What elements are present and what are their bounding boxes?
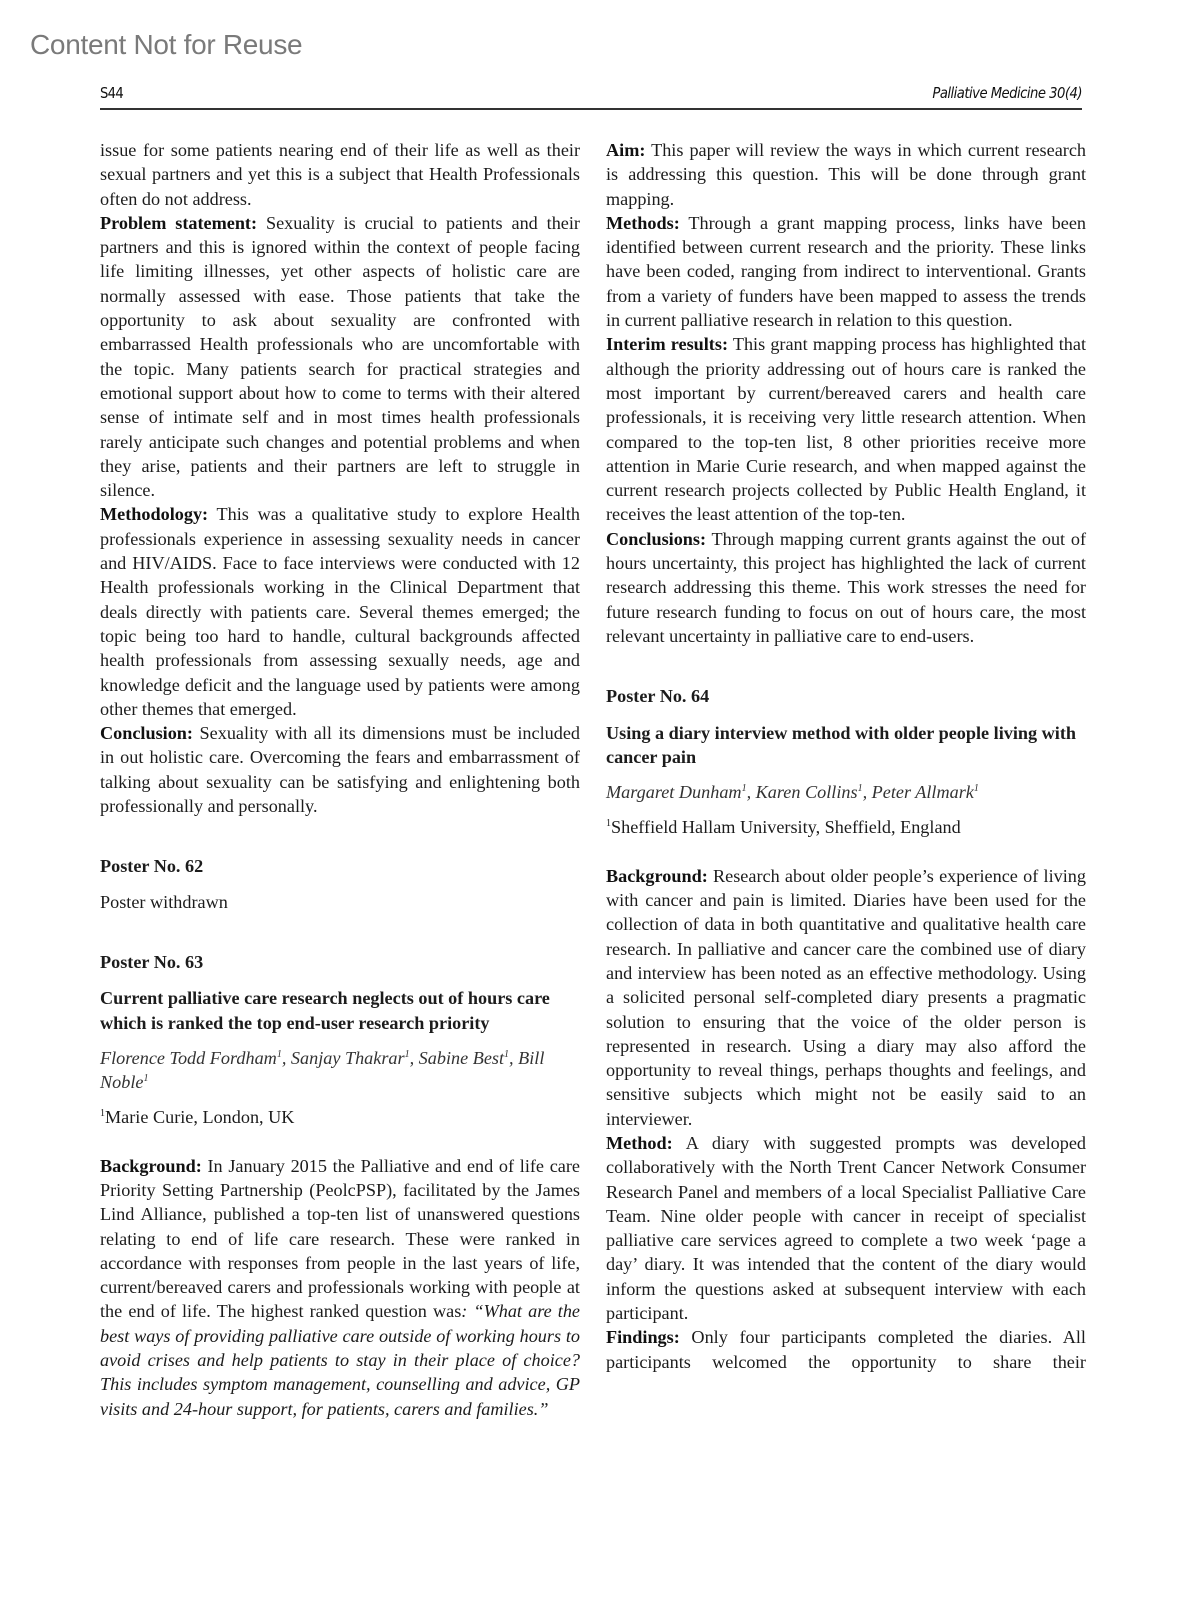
section-label: Background: [100, 1155, 202, 1176]
poster-62-number: Poster No. 62 [100, 856, 204, 877]
section-text: Sexuality with all its dimensions must be included in out holistic care. Overcoming the fears and embarrassment of talking about sexuality can be satisfying and enlightening both professionally and personally. [100, 723, 580, 817]
author: Peter Allmark [871, 782, 974, 803]
poster-64-background [606, 864, 1086, 1131]
affiliation-marker: 1 [276, 1048, 282, 1060]
poster-63-background [100, 1154, 580, 1421]
colon: : [461, 1301, 468, 1322]
left-column [100, 138, 580, 1421]
problem-statement-paragraph [100, 211, 580, 503]
poster-63-title: Current palliative care research neglects out of hours care which is ranked the top end-user research priority [100, 988, 550, 1033]
poster-64-findings [606, 1325, 1086, 1374]
section-text: Through a grant mapping process, links have been identified between current research and the priority. These links have been coded, ranging from indirect to interventional. Grants from a variety of funders have been mapped to assess the trends in current palliative research in relation to this question. [606, 212, 1086, 331]
methods-paragraph [606, 211, 1086, 332]
author: Sanjay Thakrar [290, 1047, 405, 1068]
section-label: Aim: [606, 140, 646, 160]
methodology-paragraph [100, 502, 580, 721]
section-label: Methods: [606, 212, 680, 233]
author: Margaret Dunham [606, 782, 742, 803]
section-label: Method: [606, 1132, 673, 1153]
poster-64-authors [606, 780, 1086, 804]
affiliation-marker: 1 [143, 1073, 149, 1085]
poster-64-number: Poster No. 64 [606, 686, 710, 707]
author: Karen Collins [755, 782, 858, 803]
section-label: Interim results: [606, 334, 729, 355]
conclusions-paragraph [606, 527, 1086, 648]
section-label: Methodology: [100, 504, 209, 525]
poster-64-title: Using a diary interview method with older people living with cancer pain [606, 722, 1077, 767]
conclusion-paragraph [100, 721, 580, 818]
affiliation-text: Sheffield Hallam University, Sheffield, England [611, 817, 961, 838]
author-separator: , [409, 1047, 419, 1068]
aim-paragraph [606, 138, 1086, 211]
section-text: This paper will review the ways in which current research is addressing this question. This will be done through grant mapping. [606, 140, 1086, 209]
section-text: A diary with suggested prompts was developed collaboratively with the North Trent Cancer Network Consumer Research Panel and members of a local Specialist Palliative Care Team. Nine older people with cancer in receipt of specialist palliative care services agreed to complete a two week ‘page a day’ diary. It was intended that the content of the diary would inform the questions asked at subsequent interview with each participant. [606, 1132, 1086, 1324]
section-text: Only four participants completed the diaries. All participants welcomed the opportunity to share their [606, 1327, 1086, 1372]
poster-64-method [606, 1131, 1086, 1325]
section-text: This was a qualitative study to explore Health professionals experience in assessing sexuality needs in cancer and HIV/AIDS. Face to face interviews were conducted with 12 Health professionals working in the Clinical Department that deals directly with patients care. Several themes emerged; the topic being too hard to handle, cultural backgrounds affected health professionals from assessing sexually needs, age and knowledge deficit and the language used by patients were among other themes that emerged. [100, 504, 580, 719]
section-text: Through mapping current grants against the out of hours uncertainty, this project has highlighted the lack of current research addressing this theme. This work stresses the need for future research funding to focus on out of hours care, the most relevant uncertainty in palliative care to end-users. [606, 528, 1086, 646]
page-number: S44 [100, 84, 124, 102]
section-label: Problem statement: [100, 212, 258, 233]
author: Sabine Best [418, 1047, 505, 1068]
section-text: Research about older people’s experience of living with cancer and pain is limited. Diaries have been used for the collection of data in both quantitative and qualitative health care research. In palliative and cancer care the combined use of diary and interview has been noted as an effective methodology. Using a solicited personal self-completed diary presents a pragmatic solution to ensuring that the voice of the older person is represented in research. Using a diary may also afford the opportunity to reveal things, perhaps thoughts and feelings, and sensitive subjects which might not be easily said to an interviewer. [606, 865, 1086, 1129]
section-label: Background: [606, 865, 708, 886]
author-separator: , [746, 782, 756, 803]
affiliation-marker: 1 [404, 1048, 410, 1060]
author-separator: , [862, 782, 872, 803]
affiliation-marker: 1 [857, 783, 863, 795]
poster-64-affiliation [606, 815, 1086, 839]
affiliation-marker: 1 [741, 783, 747, 795]
poster-63-number: Poster No. 63 [100, 951, 204, 972]
quoted-question: “What are the best ways of providing palliative care outside of working hours to avoid crises and help patients to stay in their place of choice? This includes symptom management, counselling and advice, GP visits and 24-hour support, for patients, carers and families.” [100, 1301, 581, 1419]
affiliation-marker: 1 [504, 1048, 510, 1060]
watermark: Content Not for Reuse [30, 29, 303, 60]
section-label: Conclusions: [606, 528, 707, 549]
section-text: In January 2015 the Palliative and end of life care Priority Setting Partnership (PeolcPSP), facilitated by the James Lind Alliance, published a top-ten list of unanswered questions relating to end of life care research. These were ranked in accordance with responses from people in the last years of life, current/bereaved carers and professionals working with people at the end of life. The highest ranked question was [100, 1155, 580, 1322]
interim-results-paragraph [606, 332, 1086, 526]
poster-62-status: Poster withdrawn [100, 891, 228, 912]
section-text: This grant mapping process has highlighted that although the priority addressing out of hours care is ranked the most important by current/bereaved carers and health care professionals, it is receiving very little research attention. When compared to the top-ten list, 8 other priorities receive more attention in Marie Curie research, and when mapped against the current research projects collected by Public Health England, it receives the least attention of the top-ten. [606, 334, 1086, 525]
section-text: Sexuality is crucial to patients and their partners and this is ignored within the context of people facing life limiting illnesses, yet other aspects of holistic care are normally assessed with ease. Those patients that take the opportunity to ask about sexuality are confronted with embarrassed Health professionals who are uncomfortable with the topic. Many patients search for practical strategies and emotional support about how to come to terms with their altered sense of intimate self and in most times health professionals rarely anticipate such changes and potential problems and when they arise, patients and their partners are left to struggle in silence. [100, 212, 580, 501]
author: Bill Noble [100, 1047, 545, 1093]
section-label: Conclusion: [100, 723, 193, 744]
affiliation-marker: 1 [973, 783, 979, 795]
right-column [606, 138, 1086, 1374]
running-header [100, 80, 1082, 110]
poster-63-authors [100, 1046, 580, 1095]
affiliation-text: Marie Curie, London, UK [105, 1107, 295, 1128]
author-separator: , [281, 1047, 291, 1068]
continuation-paragraph: issue for some patients nearing end of their life as well as their sexual partners and yet this is a subject that Health Professionals often do not address. [100, 140, 580, 209]
affiliation-marker: 1 [606, 818, 611, 830]
author: Florence Todd Fordham [100, 1047, 277, 1068]
poster-63-affiliation [100, 1105, 580, 1129]
section-label: Findings: [606, 1327, 680, 1348]
journal-title: Palliative Medicine 30(4) [932, 84, 1082, 102]
author-separator: , [509, 1047, 519, 1068]
affiliation-marker: 1 [100, 1108, 105, 1120]
